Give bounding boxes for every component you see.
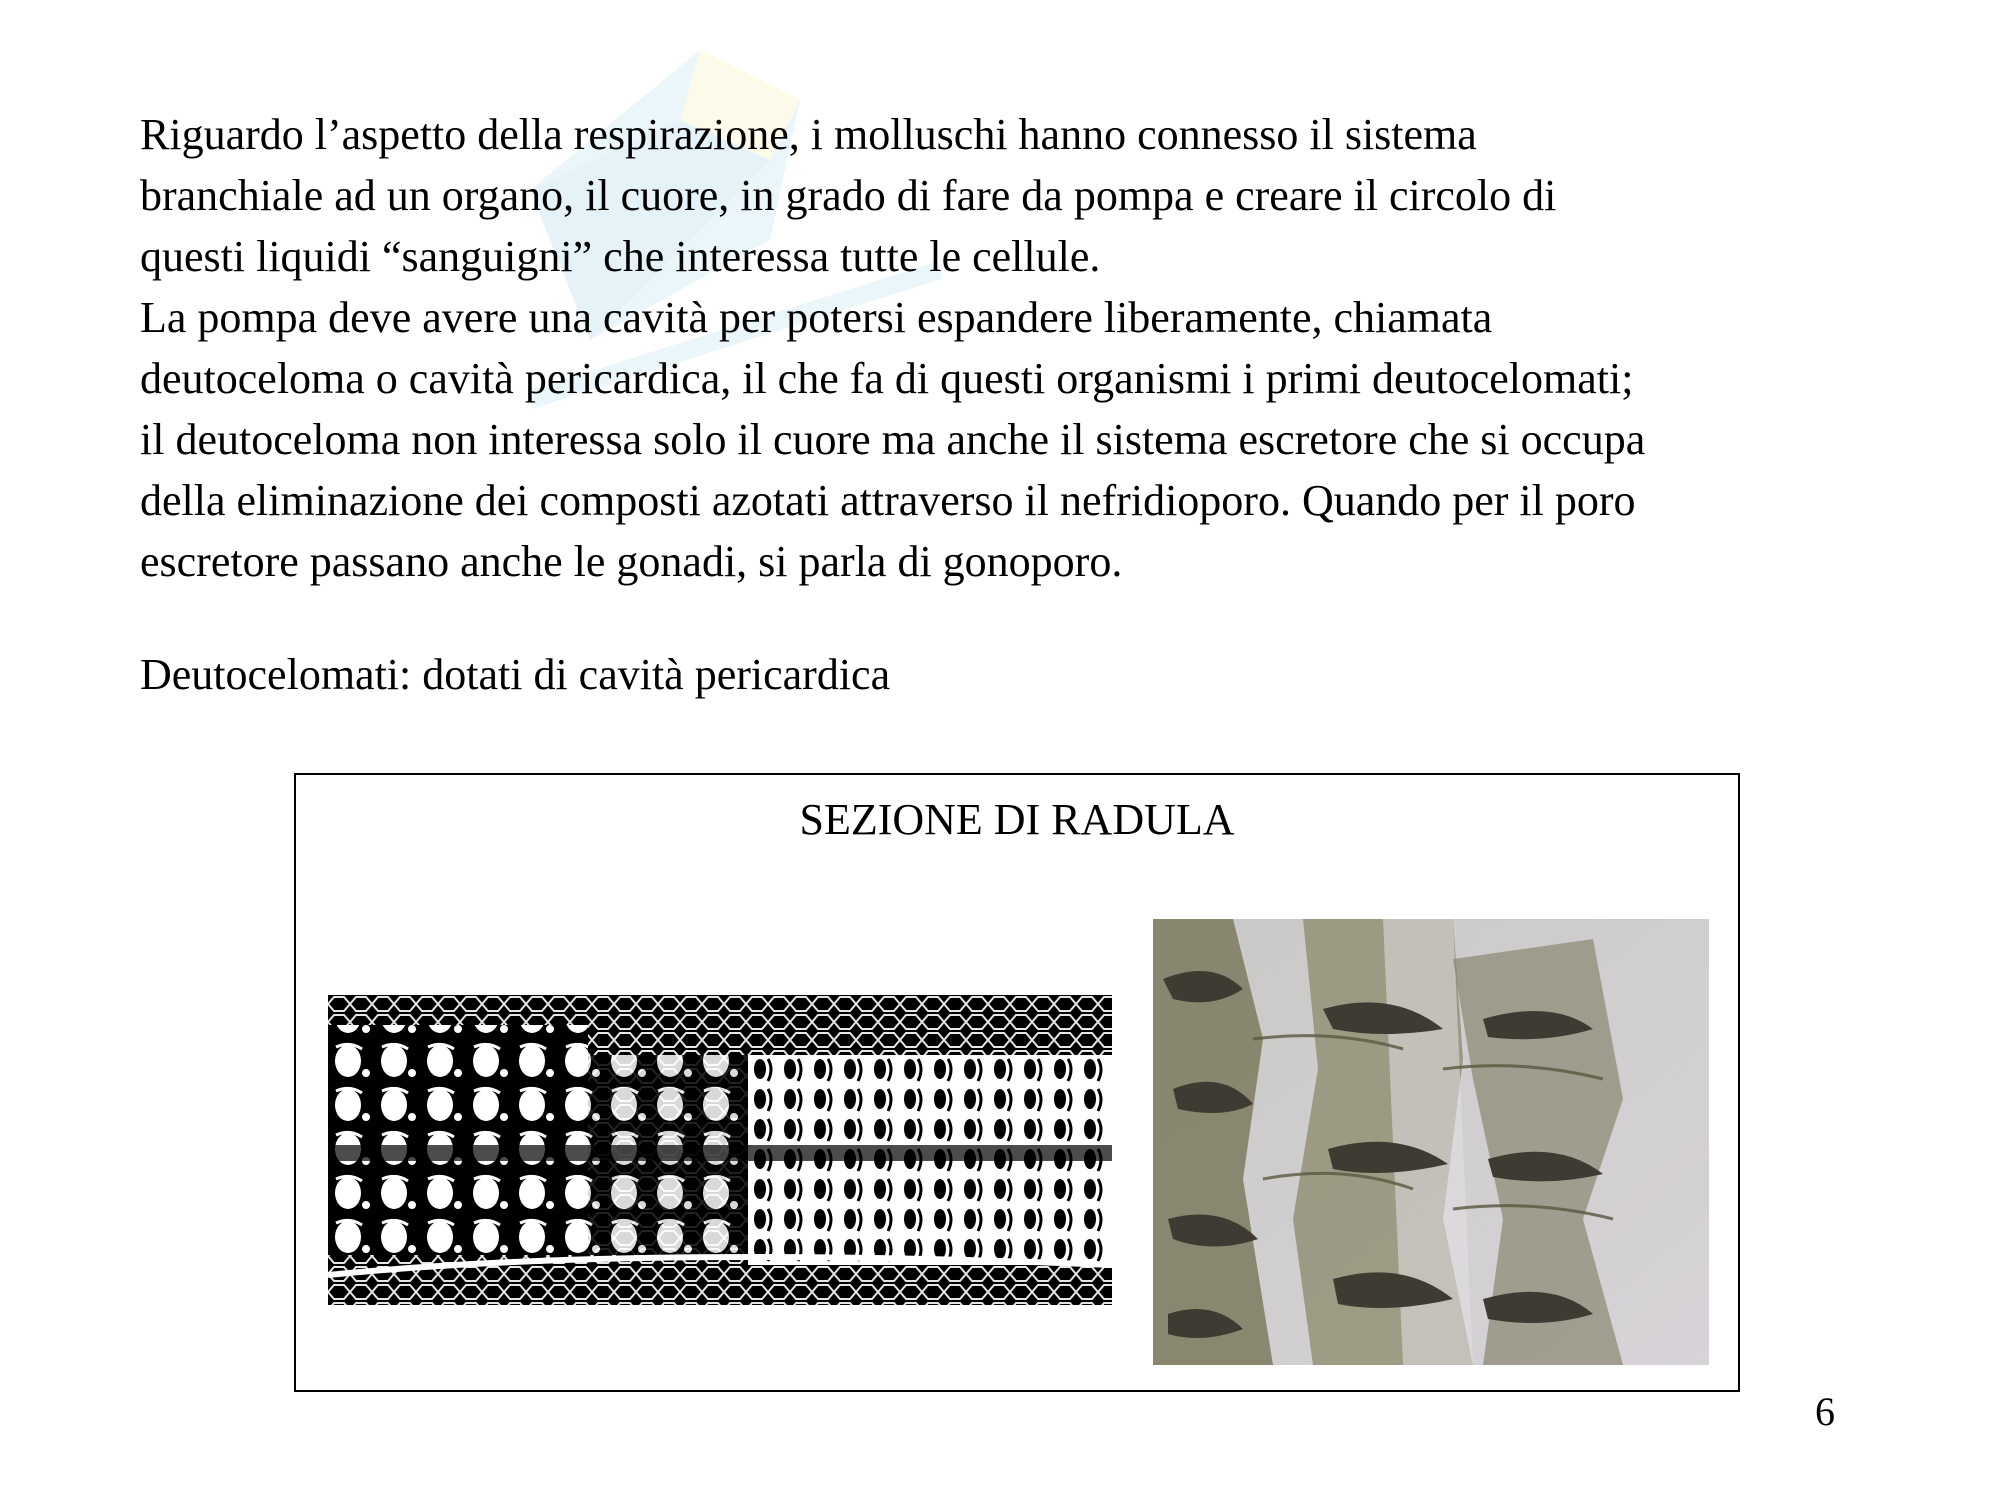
body-paragraph [140, 104, 1900, 592]
paragraph-line: deutoceloma o cavità pericardica, il che fa di questi organismi i primi deutocelomati; [140, 354, 1634, 403]
radula-figure [294, 773, 1740, 1392]
paragraph-line: Riguardo l’aspetto della respirazione, i molluschi hanno connesso il sistema [140, 110, 1477, 159]
paragraph-line: escretore passano anche le gonadi, si parla di gonoporo. [140, 537, 1123, 586]
paragraph-line: branchiale ad un organo, il cuore, in grado di fare da pompa e creare il circolo di [140, 171, 1557, 220]
paragraph-line: della eliminazione dei composti azotati attraverso il nefridioporo. Quando per il poro [140, 476, 1636, 525]
paragraph-line: il deutoceloma non interessa solo il cuore ma anche il sistema escretore che si occupa [140, 415, 1646, 464]
figure-title: SEZIONE DI RADULA [799, 795, 1235, 844]
definition-note: Deutocelomati: dotati di cavità pericardica [140, 650, 891, 699]
paragraph-line: questi liquidi “sanguigni” che interessa tutte le cellule. [140, 232, 1101, 281]
page-number: 6 [1815, 1389, 1835, 1434]
radula-micrograph-bw [328, 995, 1112, 1305]
paragraph-line: La pompa deve avere una cavità per potersi espandere liberamente, chiamata [140, 293, 1493, 342]
radula-micrograph-color [1153, 919, 1709, 1365]
